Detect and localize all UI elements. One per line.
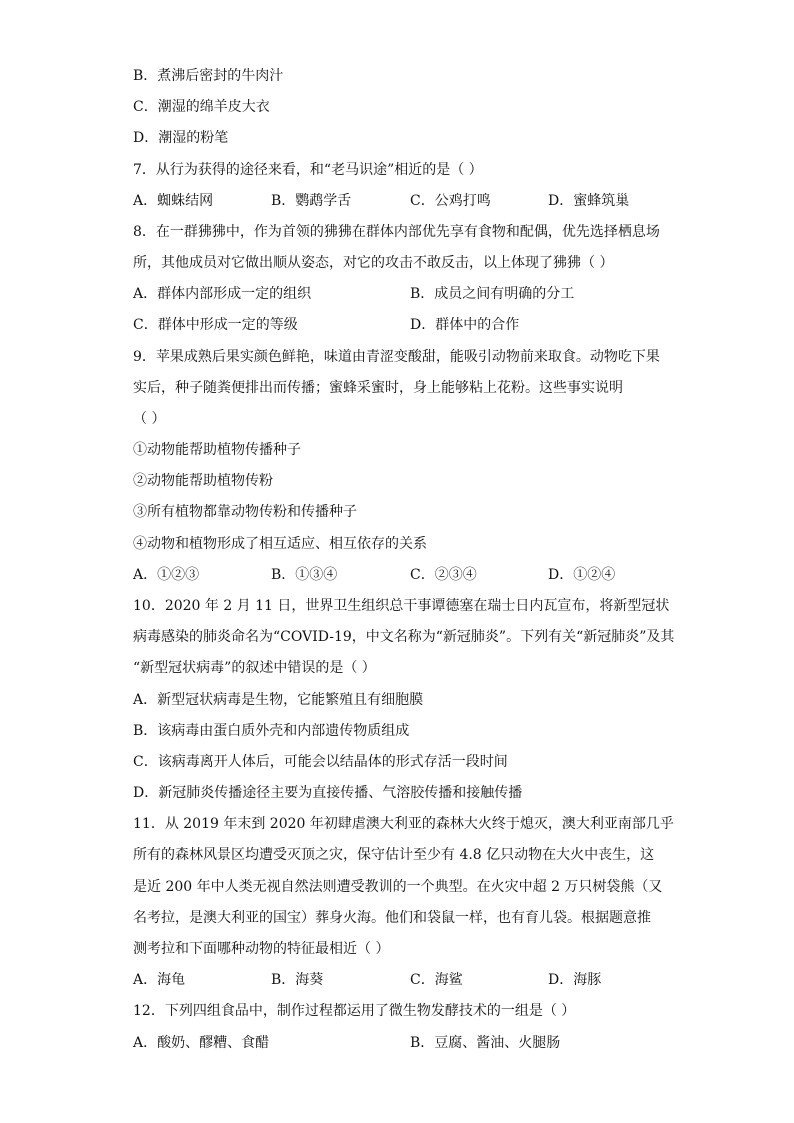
q9-stem-line-3: （ ） [133, 411, 166, 427]
q11-option-b: B．海葵 [271, 972, 324, 988]
q7-option-b: B．鹦鹉学舌 [271, 193, 352, 209]
q9-option-b: B．①③④ [271, 567, 338, 583]
q8-option-a: A．群体内部形成一定的组织 [133, 286, 312, 302]
q9-option-c: C．②③④ [410, 567, 477, 583]
q11-stem-line-3: 是近 200 年中人类无视自然法则遭受教训的一个典型。在火灾中超 2 万只树袋熊（又 [133, 879, 663, 895]
q7-stem: 7．从行为获得的途径来看，和“老马识途”相近的是（ ） [133, 162, 483, 178]
q10-stem-line-2: 病毒感染的肺炎命名为“COVID-19，中文名称为“新冠肺炎”。下列有关“新冠肺炎”及其 [133, 629, 675, 645]
q12-stem: 12．下列四组食品中，制作过程都运用了微生物发酵技术的一组是（ ） [133, 1003, 576, 1019]
q6-option-c: C．潮湿的绵羊皮大衣 [133, 99, 270, 115]
q11-stem-line-5: 测考拉和下面哪种动物的特征最相近（ ） [133, 941, 390, 957]
q9-stem-line-2: 实后，种子随粪便排出而传播；蜜蜂采蜜时，身上能够粘上花粉。这些事实说明 [133, 380, 623, 396]
q8-option-d: D．群体中的合作 [410, 317, 520, 333]
q9-option-a: A．①②③ [133, 567, 200, 583]
q12-option-b: B．豆腐、酱油、火腿肠 [410, 1035, 561, 1051]
q9-stem-line-1: 9．苹果成熟后果实颜色鲜艳，味道由青涩变酸甜，能吸引动物前来取食。动物吃下果 [133, 349, 660, 365]
q10-option-a: A．新型冠状病毒是生物，它能繁殖且有细胞膜 [133, 692, 424, 708]
q9-statement-4: ④动物和植物形成了相互适应、相互依存的关系 [133, 536, 427, 552]
q8-stem-line-1: 8．在一群狒狒中，作为首领的狒狒在群体内部优先享有食物和配偶，优先选择栖息场 [133, 224, 660, 240]
q10-option-c: C．该病毒离开人体后，可能会以结晶体的形式存活一段时间 [133, 754, 508, 770]
q8-option-c: C．群体中形成一定的等级 [133, 317, 298, 333]
q6-option-d: D．潮湿的粉笔 [133, 130, 229, 146]
q8-stem-line-2: 所，其他成员对它做出顺从姿态，对它的攻击不敢反击，以上体现了狒狒（ ） [133, 255, 614, 271]
q8-option-b: B．成员之间有明确的分工 [410, 286, 575, 302]
q11-stem-line-2: 所有的森林风景区均遭受灭顶之灾，保守估计至少有 4.8 亿只动物在大火中丧生，这 [133, 847, 655, 863]
q9-statement-2: ②动物能帮助植物传粉 [133, 473, 273, 489]
q12-option-a: A．酸奶、醪糟、食醋 [133, 1035, 270, 1051]
q11-option-d: D．海豚 [548, 972, 602, 988]
q10-stem-line-3: “新型冠状病毒”的叙述中错误的是（ ） [133, 660, 376, 676]
q9-option-d: D．①②④ [548, 567, 616, 583]
q7-option-c: C．公鸡打鸣 [410, 193, 491, 209]
q11-option-a: A．海龟 [133, 972, 186, 988]
q7-option-d: D．蜜蜂筑巢 [548, 193, 630, 209]
q6-option-b: B．煮沸后密封的牛肉汁 [133, 68, 284, 84]
q11-stem-line-4: 名考拉，是澳大利亚的国宝）葬身火海。他们和袋鼠一样，也有育儿袋。根据题意推 [133, 910, 651, 926]
q10-stem-line-1: 10．2020 年 2 月 11 日，世界卫生组织总干事谭德塞在瑞士日内瓦宣布，将新型冠状 [133, 598, 670, 614]
q9-statement-3: ③所有植物都靠动物传粉和传播种子 [133, 504, 357, 520]
q10-option-b: B．该病毒由蛋白质外壳和内部遗传物质组成 [133, 723, 410, 739]
q7-option-a: A．蜘蛛结网 [133, 193, 214, 209]
q10-option-d: D．新冠肺炎传播途径主要为直接传播、气溶胶传播和接触传播 [133, 785, 523, 801]
q9-statement-1: ①动物能帮助植物传播种子 [133, 442, 301, 458]
q11-option-c: C．海鲨 [410, 972, 463, 988]
q11-stem-line-1: 11．从 2019 年末到 2020 年初肆虐澳大利亚的森林大火终于熄灭，澳大利亚南部几乎 [133, 816, 674, 832]
